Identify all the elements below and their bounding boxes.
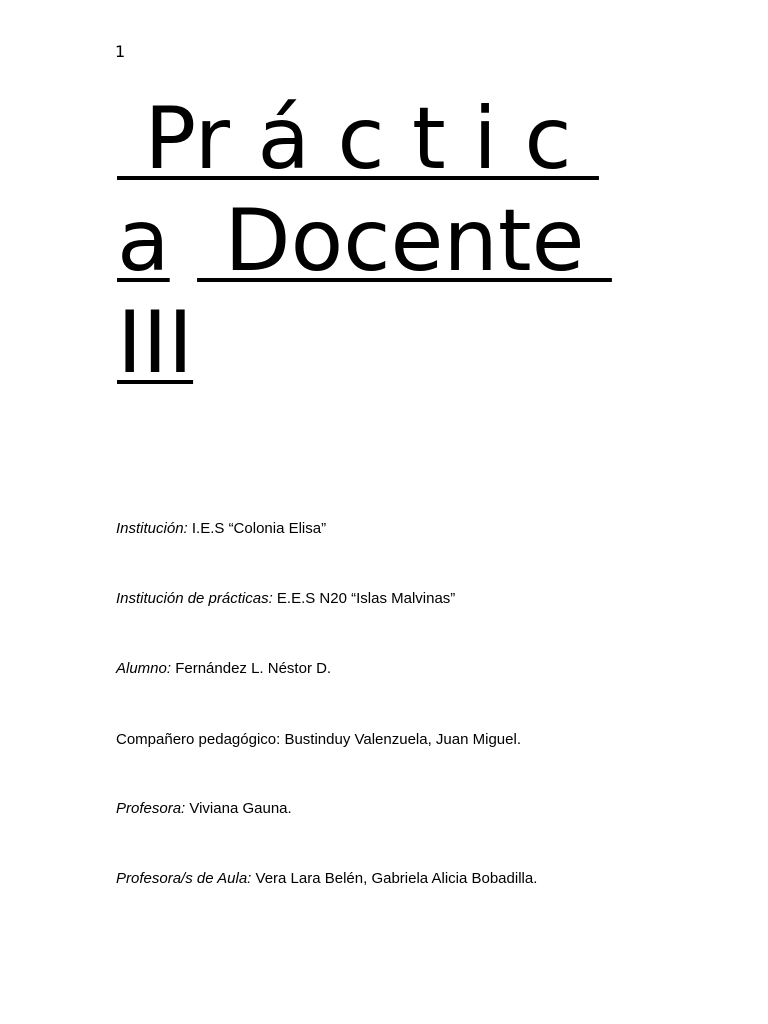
classroom-teachers-field (116, 870, 537, 888)
practice-institution-field (116, 590, 455, 608)
teacher-label: Profesora: (116, 800, 186, 817)
practice-institution-value: E.E.S N20 “Islas Malvinas” (272, 590, 456, 607)
institution-field (116, 520, 326, 538)
teacher-field (116, 800, 292, 818)
institution-label: Institución: (116, 520, 188, 537)
classroom-teachers-value: Vera Lara Belén, Gabriela Alicia Bobadilla. (251, 870, 538, 887)
student-value: Fernández L. Néstor D. (171, 660, 332, 677)
document-title (117, 88, 677, 394)
title-line-3 (117, 292, 677, 394)
page-number: 1 (115, 42, 126, 61)
practice-institution-label: Institución de prácticas: (116, 590, 273, 607)
teacher-value: Viviana Gauna. (185, 800, 292, 817)
student-field (116, 660, 331, 678)
institution-value: I.E.S “Colonia Elisa” (187, 520, 327, 537)
title-line-1 (117, 88, 677, 190)
title-line-2 (117, 190, 677, 292)
title-text-2b: Docente (197, 191, 612, 291)
pedagogical-partner-value: Compañero pedagógico: Bustinduy Valenzuela, Juan Miguel. (116, 731, 521, 748)
student-label: Alumno: (116, 660, 172, 677)
pedagogical-partner-field (116, 731, 521, 749)
title-text-1: Pr á c t i c (117, 89, 599, 189)
title-text-2a: a (117, 191, 170, 291)
title-text-3: III (117, 293, 194, 393)
classroom-teachers-label: Profesora/s de Aula: (116, 870, 252, 887)
